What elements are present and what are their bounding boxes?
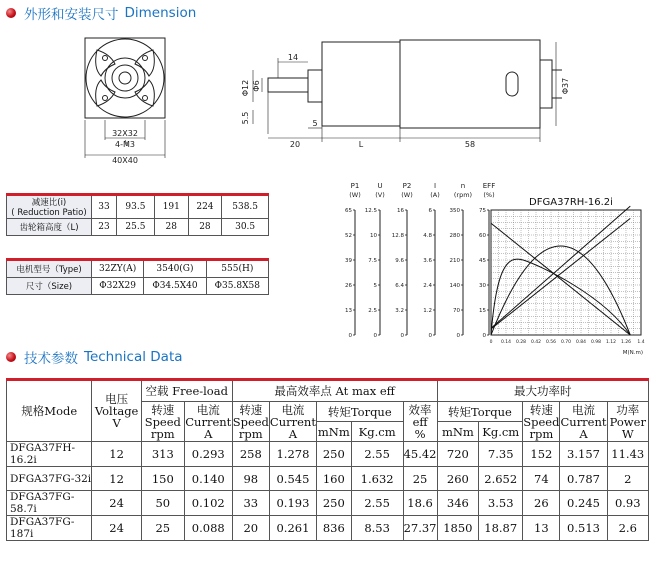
model-cell: DFGA37FG-32i [7, 467, 92, 491]
axis-tick-label: 12.5 [364, 208, 377, 214]
axis-tick-label: 0 [348, 333, 352, 339]
axis-tick-label: 6.4 [395, 283, 404, 289]
x-tick-label: 1.26 [620, 340, 632, 345]
header-eff-current: 电流 Current A [269, 402, 316, 441]
dimension-title-zh: 外形和安装尺寸 [24, 7, 119, 23]
output-shaft [268, 78, 308, 92]
red-bullet-icon [6, 352, 16, 362]
dimension-section-title [6, 4, 196, 22]
axis-tick-label: 65 [345, 208, 352, 214]
axis-tick-label: 1.2 [423, 308, 432, 314]
table-cell: 0.245 [560, 491, 607, 516]
axis-tick-label: 10 [370, 233, 377, 239]
table-cell: 27.37 [403, 516, 437, 541]
axis-unit: (A) [430, 191, 440, 199]
table-cell: 1850 [437, 516, 479, 541]
table-cell: 26 [523, 491, 560, 516]
axis-tick-label: 7.5 [368, 258, 377, 264]
header-eff-speed: 转速 Speed rpm [232, 402, 269, 441]
table-cell: 28 [154, 219, 188, 236]
axis-tick-label: 9.6 [395, 258, 404, 264]
axis-tick-label: 0 [456, 333, 460, 339]
model-cell: DFGA37FG-58.7i [7, 491, 92, 516]
table-cell: 346 [437, 491, 479, 516]
x-tick-label: 0.56 [545, 340, 557, 345]
motor-body [400, 40, 540, 128]
table-cell: 93.5 [116, 195, 154, 219]
table-cell: 12 [92, 467, 141, 491]
table-cell: 98 [232, 467, 269, 491]
axis-tick-label: 0 [400, 333, 404, 339]
axis-tick-label: 45 [479, 258, 486, 264]
table-cell: 12 [92, 442, 141, 467]
front-dim-4m3: 4-M3 [115, 140, 135, 149]
axis-tick-label: 39 [345, 258, 352, 264]
x-tick-label: 0.84 [575, 340, 587, 345]
axis-tick-label: 4.8 [423, 233, 432, 239]
front-hole-1 [103, 56, 108, 61]
header-pow-torque: 转矩Torque [437, 402, 523, 422]
performance-chart [333, 178, 653, 358]
motor-slot [506, 72, 518, 96]
axis-tick-label: 280 [449, 233, 460, 239]
table-cell: 3.53 [479, 491, 523, 516]
table-cell: 0.140 [184, 467, 232, 491]
axis-tick-label: 0 [482, 333, 486, 339]
table-cell: 224 [188, 195, 222, 219]
header-mode: 规格Mode [7, 380, 92, 442]
axis-unit: (%) [483, 191, 495, 199]
table-cell: 45.42 [403, 442, 437, 467]
header-eff-torque: 转矩Torque [316, 402, 403, 422]
technical-section-title [6, 348, 183, 366]
speed-curve [491, 223, 630, 335]
axis-symbol: P2 [402, 182, 412, 190]
ratio-table [6, 193, 269, 236]
front-dim-32x32: 32X32 [112, 129, 138, 138]
axis-symbol: I [433, 182, 437, 190]
table-cell: 25 [141, 516, 184, 541]
table-row [7, 195, 269, 219]
output-power-curve [491, 246, 630, 335]
table-cell: 538.5 [222, 195, 269, 219]
x-tick-label: 1.12 [605, 340, 617, 345]
side-dim-d12: Φ12 [241, 79, 250, 97]
table-row [7, 219, 269, 236]
table-cell: 160 [316, 467, 351, 491]
table-cell: 0.787 [560, 467, 607, 491]
x-tick-label: 0.98 [590, 340, 602, 345]
table-cell: 28 [188, 219, 222, 236]
table-cell: 260 [437, 467, 479, 491]
table-cell: 836 [316, 516, 351, 541]
table-cell: 33 [92, 195, 117, 219]
technical-title-zh: 技术参数 [24, 351, 78, 367]
table-row [7, 491, 649, 516]
axis-tick-label: 3.6 [423, 258, 432, 264]
axis-symbol: n [460, 182, 466, 190]
side-dim-14: 14 [287, 53, 299, 62]
side-dim-d6: Φ6 [252, 80, 261, 92]
table-cell: 191 [154, 195, 188, 219]
table-cell: 2 [607, 467, 648, 491]
axis-unit: (rpm) [453, 191, 473, 199]
table-cell: 555(H) [206, 260, 268, 278]
table-cell: 7.35 [479, 442, 523, 467]
table-cell: 2.6 [607, 516, 648, 541]
axis-tick-label: 3.2 [395, 308, 404, 314]
dimension-title-en: Dimension [124, 5, 197, 21]
header-eff-mnm: mNm [316, 422, 351, 442]
table-cell: 1.632 [351, 467, 403, 491]
axis-tick-label: 15 [479, 308, 486, 314]
side-dim-d37: Φ37 [561, 77, 570, 95]
front-view-drawing [70, 30, 190, 165]
front-shaft-circle [119, 72, 131, 84]
axis-tick-label: 52 [345, 233, 352, 239]
axis-tick-label: 70 [453, 308, 460, 314]
axis-unit: (W) [401, 191, 413, 199]
x-axis-label: M(N.m) [622, 350, 643, 356]
table-cell: 0.193 [269, 491, 316, 516]
table-cell: 0.088 [184, 516, 232, 541]
side-dim-L: L [358, 140, 364, 149]
x-tick-label: 0.42 [530, 340, 542, 345]
side-dim-5-5: 5.5 [241, 111, 250, 125]
table-cell: 50 [141, 491, 184, 516]
shaft-collar [308, 70, 322, 102]
x-tick-label: 0.28 [515, 340, 527, 345]
table-cell: 720 [437, 442, 479, 467]
table-cell: 0.293 [184, 442, 232, 467]
axis-tick-label: 0 [373, 333, 377, 339]
table-cell: 2.55 [351, 491, 403, 516]
table-cell: 3.157 [560, 442, 607, 467]
technical-data-table [6, 378, 649, 541]
table-cell: Φ32X29 [92, 278, 144, 295]
motor-end-cap [540, 60, 552, 108]
side-dim-5: 5 [312, 119, 318, 128]
axis-tick-label: 30 [479, 283, 486, 289]
table-cell: 18.87 [479, 516, 523, 541]
header-eff: 效率 eff % [403, 402, 437, 442]
gearbox-body [322, 42, 400, 126]
header-pow-mnm: mNm [437, 422, 479, 442]
technical-title-en: Technical Data [84, 349, 183, 365]
table-cell: 2.652 [479, 467, 523, 491]
table-cell: 0.513 [560, 516, 607, 541]
front-inner-circle [112, 65, 138, 91]
header-free-load: 空载 Free-load [141, 380, 232, 402]
axis-tick-label: 0 [428, 333, 432, 339]
table-cell: 258 [232, 442, 269, 467]
table-cell: 18.6 [403, 491, 437, 516]
table-cell: 30.5 [222, 219, 269, 236]
side-view-drawing [238, 30, 578, 150]
table-row [7, 278, 269, 295]
front-hole-2 [143, 56, 148, 61]
table-cell: 0.545 [269, 467, 316, 491]
x-tick-label: 0 [489, 340, 493, 345]
table-cell: 0.102 [184, 491, 232, 516]
axis-tick-label: 2.5 [368, 308, 377, 314]
table-cell: 24 [92, 516, 141, 541]
table-cell: 152 [523, 442, 560, 467]
table-cell: 13 [523, 516, 560, 541]
table-cell: 20 [232, 516, 269, 541]
row-label: 齿轮箱高度（L) [7, 219, 92, 236]
front-dim-40x40: 40X40 [112, 156, 138, 165]
header-pow-current: 电流 Current A [560, 402, 607, 441]
header-max-power: 最大功率时 [437, 380, 648, 402]
axis-tick-label: 210 [449, 258, 460, 264]
axis-tick-label: 350 [449, 208, 460, 214]
front-boss-circle [105, 58, 145, 98]
table-cell: 250 [316, 491, 351, 516]
table-cell: Φ34.5X40 [144, 278, 206, 295]
axis-tick-label: 2.4 [423, 283, 432, 289]
header-power: 功率 Power W [607, 402, 648, 442]
table-cell: 0.261 [269, 516, 316, 541]
axis-symbol: P1 [350, 182, 360, 190]
table-cell: 25.5 [116, 219, 154, 236]
table-row [7, 467, 649, 491]
axis-tick-label: 5 [373, 283, 377, 289]
table-cell: 23 [92, 219, 117, 236]
x-tick-label: 0.70 [560, 340, 572, 345]
table-cell: 2.55 [351, 442, 403, 467]
table-cell: 1.278 [269, 442, 316, 467]
header-pow-kgcm: Kg.cm [479, 422, 523, 442]
efficiency-curve [491, 259, 630, 335]
header-voltage: 电压 Voltage V [92, 380, 141, 442]
header-pow-speed: 转速 Speed rpm [523, 402, 560, 441]
axis-tick-label: 140 [449, 283, 460, 289]
front-hole-4 [143, 96, 148, 101]
row-label: 尺寸（Size) [7, 278, 92, 295]
table-cell: 3540(G) [144, 260, 206, 278]
x-tick-label: 1.4 [637, 340, 645, 345]
table-cell: 24 [92, 491, 141, 516]
table-cell: 250 [316, 442, 351, 467]
table-cell: 313 [141, 442, 184, 467]
table-row [7, 260, 269, 278]
x-tick-label: 0.14 [500, 340, 512, 345]
red-bullet-icon [6, 8, 16, 18]
axis-unit: (V) [375, 191, 385, 199]
axis-tick-label: 6 [428, 208, 432, 214]
axis-symbol: EFF [482, 182, 496, 190]
header-max-eff: 最高效率点 At max eff [232, 380, 437, 402]
axis-unit: (W) [349, 191, 361, 199]
table-cell: 11.43 [607, 442, 648, 467]
row-label: 电机型号（Type) [7, 260, 92, 278]
header-free-current: 电流 Current A [185, 402, 232, 441]
side-dim-58: 58 [464, 140, 476, 149]
model-cell: DFGA37FH-16.2i [7, 442, 92, 467]
front-hole-3 [103, 96, 108, 101]
row-label: 减速比(i) ( Reduction Patio) [7, 195, 92, 219]
table-cell: 25 [403, 467, 437, 491]
table-cell: 33 [232, 491, 269, 516]
axis-tick-label: 12.8 [391, 233, 404, 239]
header-free-speed: 转速 Speed rpm [141, 402, 184, 442]
motor-table [6, 258, 269, 295]
table-cell: 0.93 [607, 491, 648, 516]
table-row [7, 516, 649, 541]
axis-tick-label: 16 [397, 208, 404, 214]
header-eff-kgcm: Kg.cm [351, 422, 403, 442]
axis-tick-label: 60 [479, 233, 486, 239]
table-row [7, 442, 649, 467]
table-cell: 8.53 [351, 516, 403, 541]
side-dim-20: 20 [289, 140, 301, 149]
axis-tick-label: 26 [345, 283, 352, 289]
table-cell: 150 [141, 467, 184, 491]
axis-tick-label: 75 [479, 208, 486, 214]
axis-tick-label: 13 [345, 308, 352, 314]
table-cell: Φ35.8X58 [206, 278, 268, 295]
table-cell: 74 [523, 467, 560, 491]
model-cell: DFGA37FG-187i [7, 516, 92, 541]
chart-title: DFGA37RH-16.2i [529, 197, 613, 208]
axis-symbol: U [377, 182, 383, 190]
table-cell: 32ZY(A) [92, 260, 144, 278]
